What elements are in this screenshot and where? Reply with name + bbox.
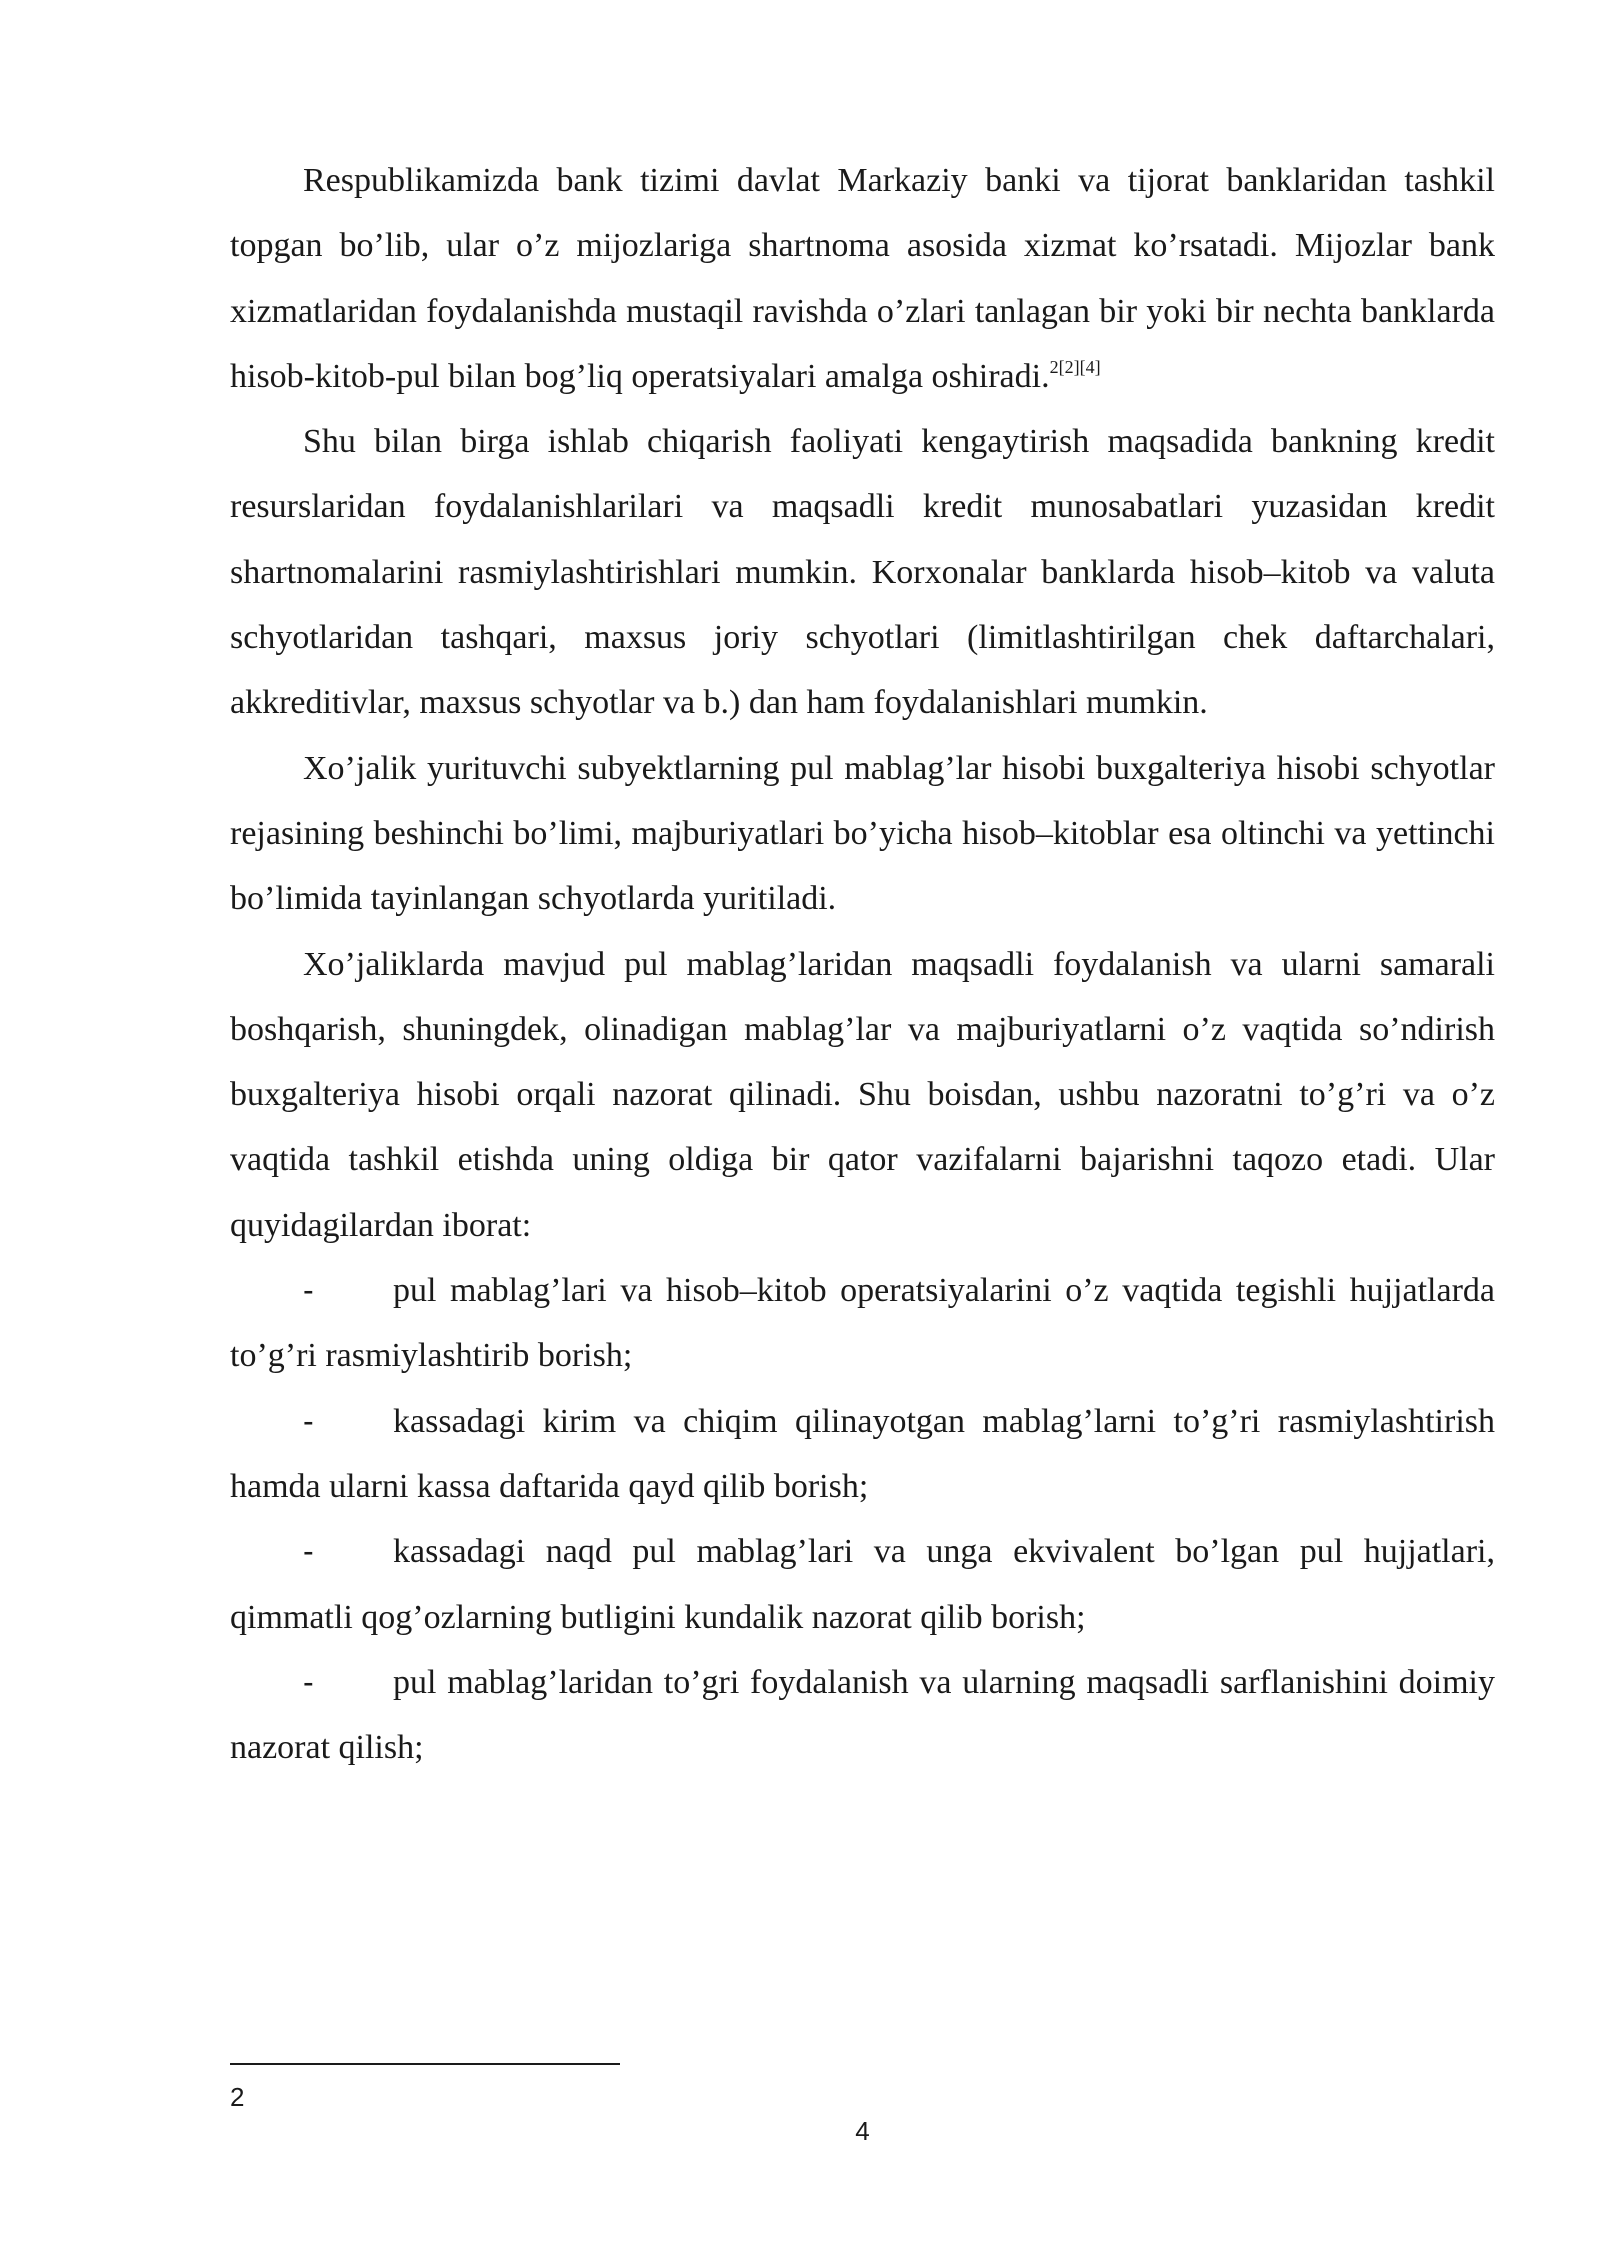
list-item [230,1258,1495,1389]
body-text [230,148,1495,1780]
footnote-number: 2 [230,2082,245,2112]
list-item [230,1519,1495,1650]
list-item-text: kassadagi naqd pul mablag’lari va unga ekvivalent bo’lgan pul hujjatlari, qimmatli qog’ozlarning butligini kundalik nazorat qilib borish; [230,1533,1495,1636]
footnote-separator [230,2063,620,2065]
list-item [230,1650,1495,1781]
page-number: 4 [855,2116,870,2146]
list-item-text: pul mablag’laridan to’gri foydalanish va ularning maqsadli sarflanishini doimiy nazorat qilish; [230,1663,1495,1767]
paragraph-3: Xo’jalik yurituvchi subyektlarning pul mablag’lar hisobi buxgalteriya hisobi schyotlar rejasining beshinchi bo’limi, majburiyatlari bo’yicha hisob–kitoblar esa oltinchi va yettinchi bo’limida tayinlangan schyotlarda yuritiladi. [230,749,1495,918]
list-item-text: kassadagi kirim va chiqim qilinayotgan mablag’larni to’g’ri rasmiylashtirish hamda ularni kassa daftarida qayd qilib borish; [230,1402,1495,1505]
footnote-reference[interactable]: 2[2][4] [1049,356,1101,377]
bullet-dash: - [303,1402,314,1439]
bullet-dash: - [303,1663,314,1700]
paragraph-1-text: Respublikamizda bank tizimi davlat Markaziy banki va tijorat banklaridan tashkil topgan bo’lib, ular o’z mijozlariga shartnoma asosida xizmat ko’rsatadi. Mijozlar bank xizmatlaridan foydalanishda mustaqil ravishda o’zlari tanlagan bir yoki bir nechta banklarda hisob-kitob-pul bilan bog’liq operatsiyalari amalga oshiradi. [230,162,1495,395]
bullet-dash: - [303,1272,314,1309]
paragraph-4: Xo’jaliklarda mavjud pul mablag’laridan maqsadli foydalanish va ularni samarali boshqarish, shuningdek, olinadigan mablag’lar va majburiyatlarni o’z vaqtida so’ndirish buxgalteriya hisobi orqali nazorat qilinadi. Shu boisdan, ushbu nazoratni to’g’ri va o’z vaqtida tashkil etishda uning oldiga bir qator vazifalarni bajarishni taqozo etadi. Ular quyidagilardan iborat: [230,945,1495,1244]
list-item [230,1389,1495,1520]
paragraph-1 [230,148,1495,409]
list-item-text: pul mablag’lari va hisob–kitob operatsiyalarini o’z vaqtida tegishli hujjatlarda to’g’ri rasmiylashtirib borish; [230,1272,1495,1375]
paragraph-2: Shu bilan birga ishlab chiqarish faoliyati kengaytirish maqsadida bankning kredit resurslaridan foydalanishlarilari va maqsadli kredit munosabatlari yuzasidan kredit shartnomalarini rasmiylashtirishlari mumkin. Korxonalar banklarda hisob–kitob va valuta schyotlaridan tashqari, maxsus joriy schyotlari (limitlashtirilgan chek daftarchalari, akkreditivlar, maxsus schyotlar va b.) dan ham foydalanishlari mumkin. [230,423,1495,722]
bullet-dash: - [303,1533,314,1570]
